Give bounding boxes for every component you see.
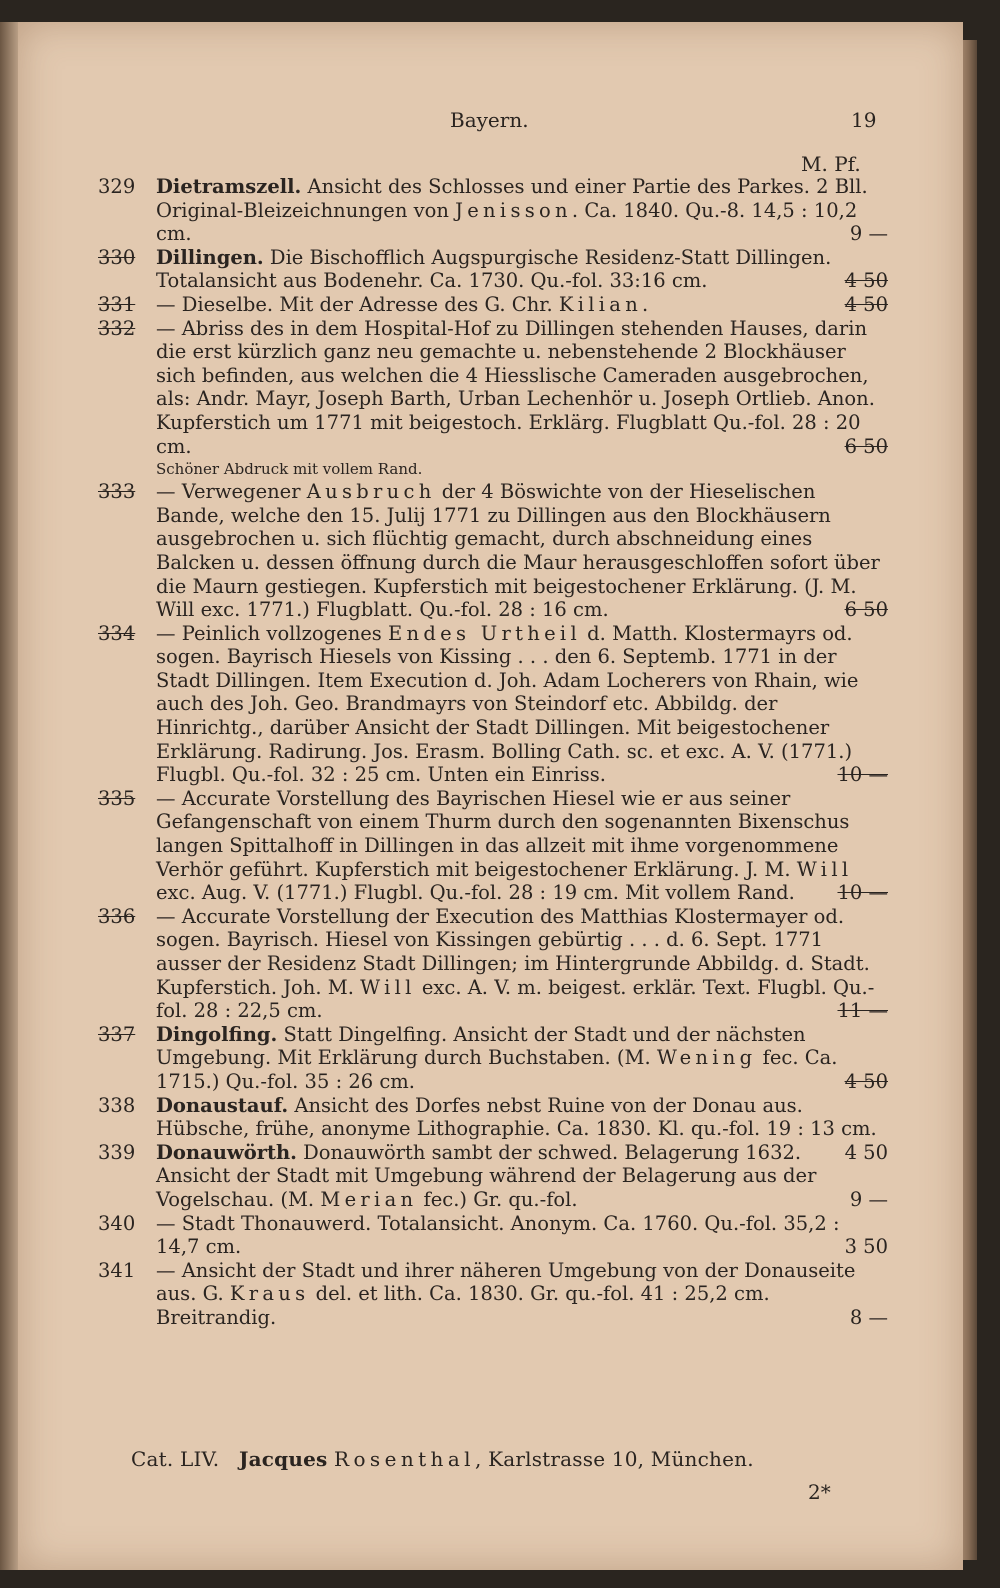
currency-heading: M. Pf. (801, 152, 861, 176)
entry-price: 4 50 (844, 292, 888, 316)
catalog-entry (98, 905, 888, 1023)
entry-price: 8 — (849, 1305, 888, 1329)
entry-text-continued: . (642, 292, 649, 316)
entry-text-continued: del. et lith. Ca. 1830. Gr. qu.-fol. 41 : 25,2 cm. Breitrandig. (156, 1282, 770, 1329)
entry-price: 4 50 (844, 1140, 888, 1164)
entry-number: 341 (98, 1258, 136, 1282)
entry-text: — Stadt Thonauwerd. Totalansicht. Anonym. Ca. 1760. Qu.-fol. 35,2 : 14,7 cm. (156, 1211, 840, 1259)
entry-spaced-name: Endes Urtheil (388, 621, 581, 645)
entry-text: Donauwörth sambt der schwed. Belagerung 1632. Ansicht der Stadt mit Umgebung während der Belagerung aus der Vogelschau. (M. (156, 1140, 817, 1211)
entry-spaced-name: Merian (320, 1187, 418, 1211)
entry-text-continued: fec. Ca. 1715.) Qu.-fol. 35 : 26 cm. (156, 1046, 838, 1093)
entry-spaced-name: Kilian (558, 292, 643, 316)
entry-price: 10 — (837, 763, 888, 787)
entry-text: — Dieselbe. Mit der Adresse des G. Chr. (156, 292, 559, 316)
entry-text: — Accurate Vorstellung der Execution des Matthias Klostermayer od. sogen. Bayrisch. Hiesel von Kissingen gebürtig . . . d. 6. Sept. 1771 ausser der Residenz Stadt Dillingen; im Hintergrunde Abbildg. d. Stadt. Kupferstich. Joh. M. (156, 904, 870, 999)
entry-text: — Accurate Vorstellung des Bayrischen Hiesel wie er aus seiner Gefangenschaft von einem Thurm durch den sogenannten Bixenschus langen Spittalhoff in Dillingen in das allzeit mit ihme vorgenommene Verhör geführt. Kupferstich mit beigestochener Erklärung. J. M. (156, 786, 850, 881)
catalog-entry (98, 1141, 888, 1212)
dealer-address: , Karlstrasse 10, München. (474, 1447, 754, 1471)
catalog-entry (98, 175, 888, 246)
entry-text: — Verwegener (156, 480, 307, 504)
catalog-entry (98, 246, 888, 293)
catalog-entry (98, 787, 888, 905)
entry-number: 329 (98, 175, 136, 198)
entry-price: 4 50 (844, 269, 888, 293)
entry-number: 335 (98, 786, 136, 810)
entry-number: 330 (98, 245, 136, 269)
catalog-number: Cat. LIV. (131, 1447, 220, 1471)
catalog-entries (98, 175, 888, 1330)
entry-price: 10 — (837, 881, 888, 905)
entry-price: 6 50 (844, 598, 888, 622)
catalog-entry (98, 293, 888, 317)
entry-text-continued: d. Matth. Klostermayrs od. sogen. Bayrisch Hiesels von Kissing . . . den 6. Septemb. 1771 in der Stadt Dillingen. Item Execution d. Joh. Adam Locherers von Rhain, wie auch des Joh. Geo. Brandmayrs von Steindorf etc. Abbildg. der Hinrichtg., darüber Ansicht der Stadt Dillingen. Mit beigestochener Erklärung. Radirung. Jos. Erasm. Bolling Cath. sc. et exc. A. V. (1771.) Flugbl. Qu.-fol. 32 : 25 cm. Unten ein Einriss. (156, 621, 859, 787)
catalog-entry (98, 1259, 888, 1330)
catalog-entry (98, 1023, 888, 1094)
entry-number: 332 (98, 316, 136, 340)
entry-spaced-name: Will (796, 857, 853, 881)
entry-spaced-name: Jenisson (455, 198, 572, 222)
entry-spaced-name: Will (360, 975, 416, 999)
entry-price: 6 50 (844, 434, 888, 458)
entry-text-continued: fec.) Gr. qu.-fol. (417, 1187, 578, 1211)
entry-text-continued: . Ca. 1840. Qu.-8. 14,5 : 10,2 cm. (156, 198, 858, 246)
entry-text: — Peinlich vollzogenes (156, 621, 389, 645)
page-number: 19 (851, 108, 877, 132)
entry-text: Statt Dingelfing. Ansicht der Stadt und der nächsten Umgebung. Mit Erklärung durch Buchstaben. (M. (156, 1022, 806, 1070)
entry-text-continued: exc. A. V. m. beigest. erklär. Text. Flugbl. Qu.-fol. 28 : 22,5 cm. (156, 975, 875, 1023)
catalog-entry (98, 622, 888, 787)
entry-place: Dillingen. (156, 245, 264, 269)
entry-spaced-name: Ausbruch (306, 480, 436, 504)
entry-price: 9 — (849, 1187, 888, 1211)
entry-number: 334 (98, 621, 136, 645)
entry-text-continued: exc. Aug. V. (1771.) Flugbl. Qu.-fol. 28 : 19 cm. Mit vollem Rand. (156, 881, 795, 905)
entry-price: 3 50 (844, 1235, 888, 1259)
entry-number: 339 (98, 1140, 136, 1164)
catalog-entry (98, 480, 888, 622)
dealer-first-name: Jacques (238, 1447, 328, 1471)
sheet-signature: 2* (808, 1480, 831, 1504)
page-footer (131, 1447, 754, 1471)
entry-number: 331 (98, 292, 136, 316)
entry-text: Die Bischofflich Augspurgische Residenz-Statt Dillingen. Totalansicht aus Bodenehr. Ca. 1730. Qu.-fol. 33:16 cm. (156, 245, 832, 293)
entry-text: Ansicht des Dorfes nebst Ruine von der Donau aus. Hübsche, frühe, anonyme Lithographie. Ca. 1830. Kl. qu.-fol. 19 : 13 cm. (156, 1093, 877, 1141)
entry-spaced-name: Wening (656, 1046, 757, 1070)
entry-price: 4 50 (844, 1069, 888, 1093)
dealer-last-name: Rosenthal (334, 1447, 475, 1471)
running-title: Bayern. (450, 108, 529, 132)
entry-text: Ansicht des Schlosses und einer Partie des Parkes. 2 Bll. Original-Bleizeichnungen von (156, 175, 868, 222)
entry-note: Schöner Abdruck mit vollem Rand. (156, 460, 423, 479)
entry-place: Dingolfing. (156, 1022, 278, 1046)
entry-number: 333 (98, 480, 136, 504)
entry-place: Dietramszell. (156, 175, 302, 198)
entry-place: Donauwörth. (156, 1140, 297, 1164)
entry-number: 340 (98, 1211, 136, 1235)
entry-price: 9 — (849, 222, 888, 246)
catalog-entry (98, 317, 888, 481)
entry-place: Donaustauf. (156, 1093, 289, 1117)
catalog-entry (98, 1212, 888, 1259)
entry-number: 337 (98, 1022, 136, 1046)
catalog-page (18, 22, 963, 1570)
entry-number: 338 (98, 1093, 136, 1117)
entry-text: — Ansicht der Stadt und ihrer näheren Umgebung von der Donauseite aus. G. (156, 1258, 856, 1306)
entry-price: 11 — (837, 999, 888, 1023)
entry-text: — Abriss des in dem Hospital-Hof zu Dillingen stehenden Hauses, darin die erst kürzlich ganz neu gemachte u. nebenstehende 2 Blockhäuser sich befinden, aus welchen die 4 Hiesslische Cameraden ausgebrochen, als: Andr. Mayr, Joseph Barth, Urban Lechenhör u. Joseph Ortlieb. Anon. Kupferstich um 1771 mit beigestoch. Erklärg. Flugblatt Qu.-fol. 28 : 20 cm. (156, 316, 875, 458)
entry-number: 336 (98, 904, 136, 928)
entry-spaced-name: Kraus (229, 1282, 310, 1306)
entry-text-continued: der 4 Böswichte von der Hieselischen Bande, welche den 15. Julij 1771 zu Dillingen aus den Blockhäusern ausgebrochen u. sich flüchtig gemacht, durch abschneidung eines Balcken u. dessen öffnung durch die Maur herausgeschloffen sofort über die Maurn gestiegen. Kupferstich mit beigestochener Erklärung. (J. M. Will exc. 1771.) Flugblatt. Qu.-fol. 28 : 16 cm. (156, 480, 880, 622)
